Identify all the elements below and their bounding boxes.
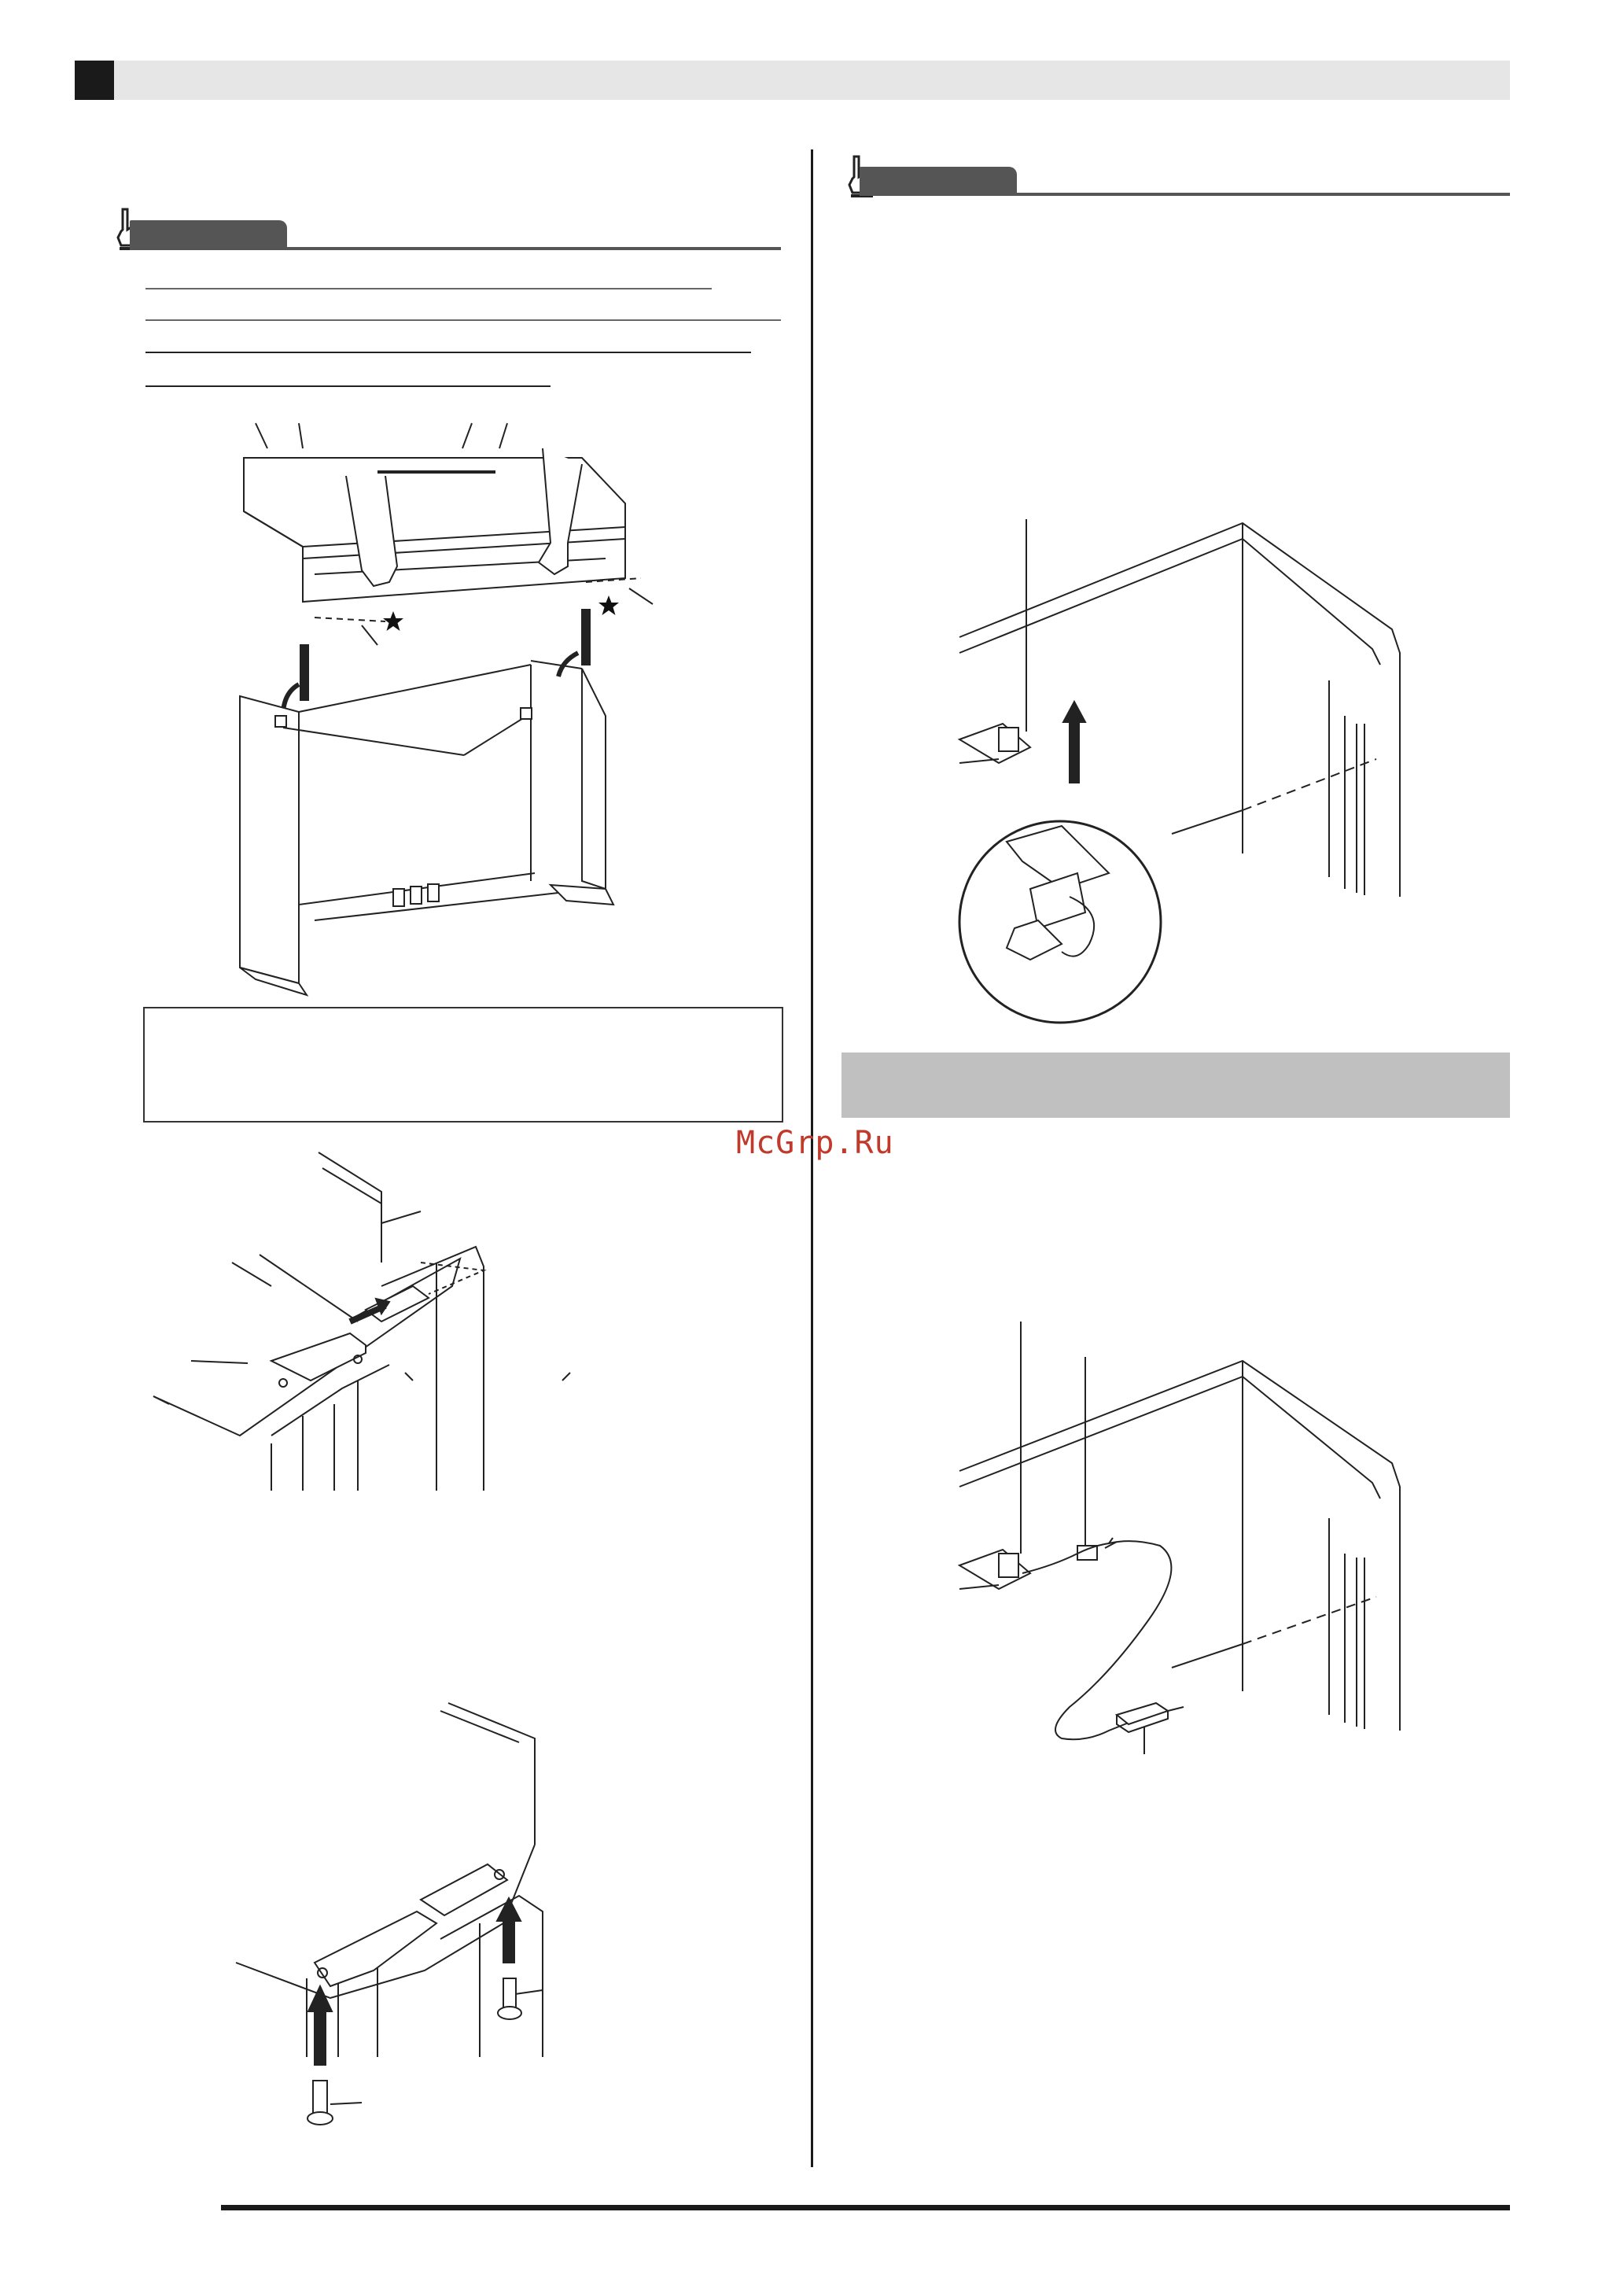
caution-box — [143, 1007, 783, 1123]
note-rule — [130, 247, 781, 250]
section-marker — [75, 61, 114, 100]
star-icon — [382, 610, 404, 632]
bracket-hook-illustration — [153, 1152, 641, 1499]
header-bar — [75, 61, 1510, 100]
note-label-tab — [130, 220, 287, 247]
watermark: McGrp.Ru — [736, 1125, 894, 1161]
piano-onto-stand-illustration — [228, 417, 668, 983]
text-line — [145, 319, 781, 321]
note-label-tab — [860, 167, 1017, 194]
text-line — [145, 288, 712, 289]
cable-holder-illustration — [952, 519, 1408, 999]
star-icon — [598, 595, 620, 617]
footer-rule — [221, 2205, 1510, 2210]
text-line — [145, 352, 751, 353]
adapter-cable-routing-illustration — [952, 1314, 1408, 1754]
note-rule — [860, 193, 1510, 196]
screw-installation-illustration — [236, 1703, 676, 2144]
text-line — [145, 385, 551, 387]
section-heading-panel — [841, 1052, 1510, 1118]
